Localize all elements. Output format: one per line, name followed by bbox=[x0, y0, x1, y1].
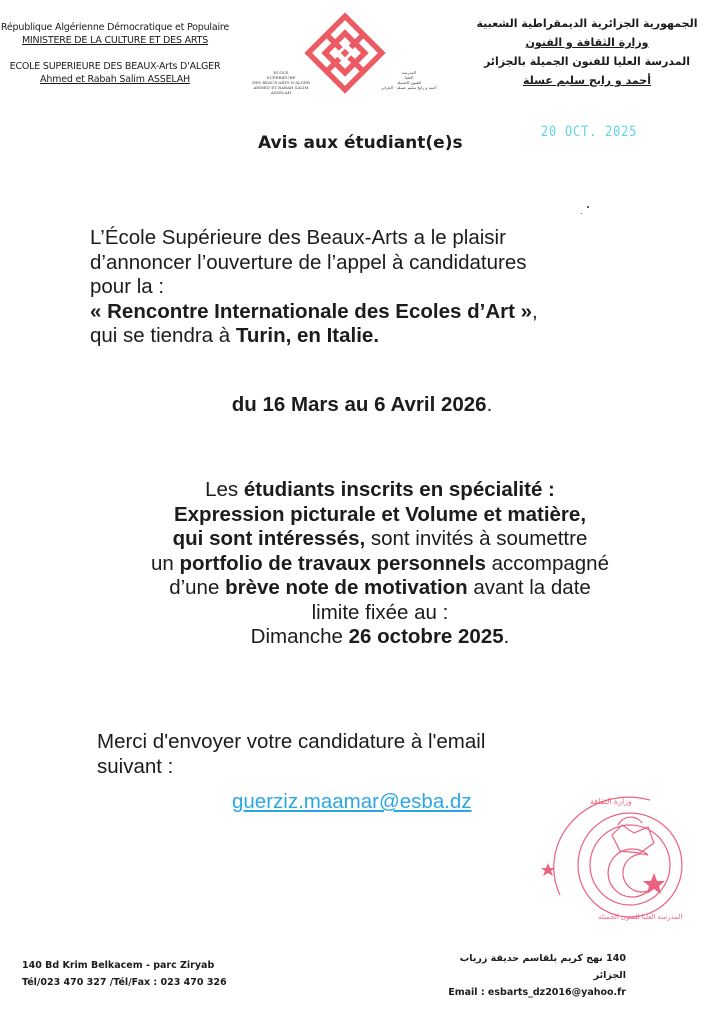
announcement-line: L’École Supérieure des Beaux-Arts a le plaisir bbox=[90, 226, 506, 249]
date-stamp: 20 OCT. 2025 bbox=[541, 124, 638, 140]
logo-caption-left-3: DES BEAUX-ARTS D'ALGER bbox=[252, 80, 310, 85]
contact-line: suivant : bbox=[97, 754, 174, 778]
logo-caption-right-1: المدرسة bbox=[401, 70, 417, 75]
school-dedication: Ahmed et Rabah Salim ASSELAH bbox=[40, 73, 190, 85]
school-name-ar: المدرسة العليا للفنون الجميلة بالجزائر bbox=[483, 55, 691, 68]
seal-stamp-icon bbox=[530, 795, 710, 925]
specialties: Expression picturale et Volume et matière, bbox=[173, 502, 587, 526]
text-segment: un bbox=[150, 551, 180, 575]
school-name: ECOLE SUPERIEURE DES BEAUX-Arts D'ALGER bbox=[9, 61, 221, 72]
announcement-line: d’annoncer l’ouverture de l’appel à candidatures bbox=[90, 250, 527, 274]
location-line bbox=[90, 324, 650, 349]
footer-left bbox=[22, 957, 227, 991]
republic-name: République Algérienne Démocratique et Populaire bbox=[0, 22, 230, 33]
eligibility-line: limite fixée au : bbox=[311, 600, 449, 624]
event-dates bbox=[0, 393, 724, 417]
footer-phone: Tél/023 470 327 /Tél/Fax : 023 470 326 bbox=[22, 977, 227, 988]
official-seal bbox=[530, 795, 710, 925]
text-segment: sont invités à soumettre bbox=[365, 527, 588, 550]
text-segment: . bbox=[503, 625, 510, 648]
school-logo bbox=[250, 8, 440, 103]
event-quote-close: » bbox=[514, 299, 533, 323]
logo-caption-right-2: العليا bbox=[404, 75, 413, 80]
event-line bbox=[90, 300, 650, 325]
event-location: Turin, en Italie. bbox=[235, 324, 380, 347]
text-segment: avant la date bbox=[467, 576, 591, 599]
footer-address-ar: 140 نهج كريم بلقاسم حديقة زرياب الجزائر bbox=[459, 953, 626, 981]
location-prefix: qui se tiendra à bbox=[90, 324, 236, 347]
text-segment: accompagné bbox=[485, 551, 609, 575]
announcement-line: pour la : bbox=[90, 275, 165, 298]
text-segment: Les bbox=[205, 478, 244, 501]
contact-line: Merci d'envoyer votre candidature à l'email bbox=[97, 730, 486, 753]
logo-caption-left-4: AHMED ET RABAH SALIM ASSELAH bbox=[253, 85, 309, 95]
text-segment: d’une bbox=[169, 576, 226, 599]
eligibility-paragraph bbox=[60, 478, 700, 650]
scan-speck bbox=[581, 213, 582, 214]
notice-title: Avis aux étudiant(e)s bbox=[258, 133, 463, 153]
seal-bottom-text: المدرسة العليا للفنون الجميلة bbox=[598, 914, 683, 921]
text-segment-bold: qui sont intéressés, bbox=[172, 527, 366, 550]
text-segment-bold: étudiants inscrits en spécialité : bbox=[243, 478, 555, 501]
footer-address: 140 Bd Krim Belkacem - parc Ziryab bbox=[22, 960, 215, 971]
text-segment-bold: portfolio de travaux personnels bbox=[179, 551, 486, 575]
event-name: Rencontre Internationale des Ecoles d’Art bbox=[107, 299, 515, 323]
eligibility-line bbox=[60, 503, 700, 528]
event-dates-period: . bbox=[486, 393, 493, 416]
logo-caption-right-4: أحمد و رابح سليم عسلة - الجزائر bbox=[381, 85, 437, 90]
seal-outer-text: وزارة الثقافة bbox=[590, 797, 632, 806]
event-quote-open: « bbox=[90, 299, 108, 323]
footer-right bbox=[434, 950, 626, 1001]
republic-name-ar: الجمهورية الجزائرية الديمقراطية الشعبية bbox=[476, 17, 698, 30]
school-dedication-ar: أحمد و رابح سليم عسلة bbox=[522, 74, 652, 87]
contact-paragraph bbox=[97, 730, 617, 779]
deadline-line bbox=[60, 625, 700, 650]
text-segment-bold: brève note de motivation bbox=[225, 576, 468, 599]
logo-caption-left-2: SUPERIEURE bbox=[266, 75, 296, 80]
ministry-name-ar: وزارة الثقافة و الفنون bbox=[525, 36, 649, 49]
scan-speck bbox=[587, 206, 589, 208]
header-right-block bbox=[450, 14, 724, 90]
eligibility-line bbox=[60, 576, 700, 601]
contact-email-link[interactable]: guerziz.maamar@esba.dz bbox=[232, 790, 472, 813]
footer-email: Email : esbarts_dz2016@yahoo.fr bbox=[448, 987, 626, 998]
event-dates-text: du 16 Mars au 6 Avril 2026 bbox=[231, 393, 487, 416]
announcement-paragraph bbox=[90, 226, 650, 349]
logo-caption-right-3: للفنون الجميلة bbox=[397, 80, 421, 85]
eligibility-line bbox=[60, 478, 700, 503]
eligibility-line bbox=[60, 527, 700, 552]
logo-caption-left-1: ECOLE bbox=[273, 70, 289, 75]
eligibility-line bbox=[60, 552, 700, 577]
event-comma: , bbox=[532, 299, 538, 323]
ministry-name: MINISTERE DE LA CULTURE ET DES ARTS bbox=[21, 34, 209, 46]
text-segment: Dimanche bbox=[250, 625, 349, 648]
deadline-date: 26 octobre 2025 bbox=[348, 625, 504, 648]
header-left-block bbox=[0, 22, 230, 86]
